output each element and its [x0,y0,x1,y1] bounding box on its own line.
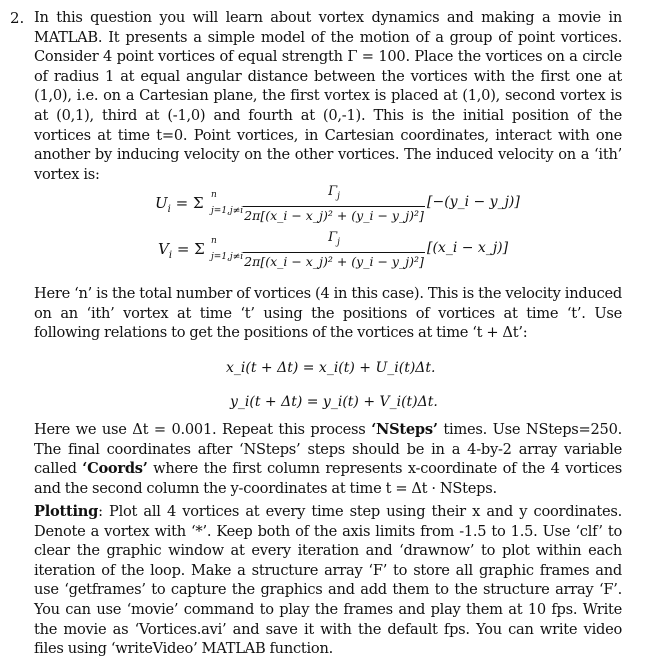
eq-v-sum-sub: j=1,j≠i [211,252,244,262]
eq-u-sum-sub: j=1,j≠i [211,206,244,216]
eq-v-lhs-sub: i [168,250,173,261]
equation-y-update: y_i(t + Δt) = y_i(t) + V_i(t)Δt. [230,394,438,410]
eq-v-sum: Σ [194,240,205,258]
eq-u-numerator-sub: j [337,191,340,202]
equation-u: $U_i = \Sigma$ n j=1,j≠i $\Gamma_j$ 2π[(x_i − x_j)² + (y_i − y_j)²] [−(y_i − y_j)] [155,184,520,223]
middle-paragraph: Here ‘n’ is the total number of vortices (4 in this case). This is the velocity induced on an ‘ith’ vortex at time ‘t’ using the positions of vortices at time ‘t’. Use following relations to get the positions of the vortices at time ‘t + Δt’: [34,285,622,342]
question-number: 2. [10,9,25,27]
eq-v-denominator: 2π[(x_i − x_j)² + (y_i − y_j)²] [244,253,424,269]
plotting-label: Plotting [34,503,99,520]
eq-v-numerator-sub: j [337,237,340,248]
eq-u-lhs-sub: i [167,204,171,215]
eq-u-sum-sup: n [211,190,217,200]
eq-u-numerator: Γ [328,184,338,199]
eq-v-numerator: Γ [328,230,338,245]
steps-text-c: where the first column represents x-coordinate of the 4 vortices and the second column the y-coordinates at time t = Δt · NSteps. [34,460,622,497]
nsteps-term: ‘NSteps’ [371,421,438,438]
plotting-text: : Plot all 4 vortices at every time step using their x and y coordinates. Denote a vortex with ‘*’. Keep both of the axis limits from -1.5 to 1.5. Use ‘clf’ to clear the graphic window at every iteration and ‘drawnow’ to plot within each iteration of the loop. Make a structure array ‘F’ to store all graphic frames and use ‘getframes’ to capture the graphics and add them to the structure array ‘F’. You can use ‘movie’ command to play the frames and play them at 10 fps. Write the movie as ‘Vortices.avi’ and save it with the default fps. You can write video files using ‘writeVideo’ MATLAB function. [34,503,622,658]
eq-u-lhs: U [155,194,168,212]
eq-u-sum: Σ [192,194,204,212]
eq-u-denominator: 2π[(x_i − x_j)² + (y_i − y_j)²] [244,207,424,223]
steps-text-a: Here we use Δt = 0.001. Repeat this process [34,421,372,438]
steps-paragraph [34,420,622,498]
plotting-paragraph [34,502,622,659]
eq-v-sum-sup: n [211,236,217,246]
equation-v: $V_i = \Sigma$ n j=1,j≠i $\Gamma_j$ 2π[(x_i − x_j)² + (y_i − y_j)²] [(x_i − x_j)] [158,230,509,269]
intro-paragraph: In this question you will learn about vortex dynamics and making a movie in MATLAB. It presents a simple model of the motion of a group of point vortices. Consider 4 point vortices of equal strength Γ = 100. Place the vortices on a circle of radius 1 at equal angular distance between the vortices with the first one at (1,0), i.e. on a Cartesian plane, the first vortex is placed at (1,0), second vortex is at (0,1), third at (-1,0) and fourth at (0,-1). This is the initial position of the vortices at time t=0. Point vortices, in Cartesian coordinates, interact with one another by inducing velocity on the other vortices. The induced velocity on a ‘ith’ vortex is: [34,9,622,183]
eq-u-tail: [−(y_i − y_j)] [427,194,520,210]
steps-text-b: times. Use NSteps=250. The final coordinates after ‘NSteps’ steps should be in a 4-by-2 array variable called [34,421,622,478]
eq-u-fraction [243,184,425,224]
eq-v-fraction [243,230,425,270]
eq-v-lhs: V [158,240,169,258]
equation-x-update: x_i(t + Δt) = x_i(t) + U_i(t)Δt. [226,360,436,376]
eq-v-tail: [(x_i − x_j)] [427,240,509,256]
coords-term: ‘Coords’ [82,460,148,478]
